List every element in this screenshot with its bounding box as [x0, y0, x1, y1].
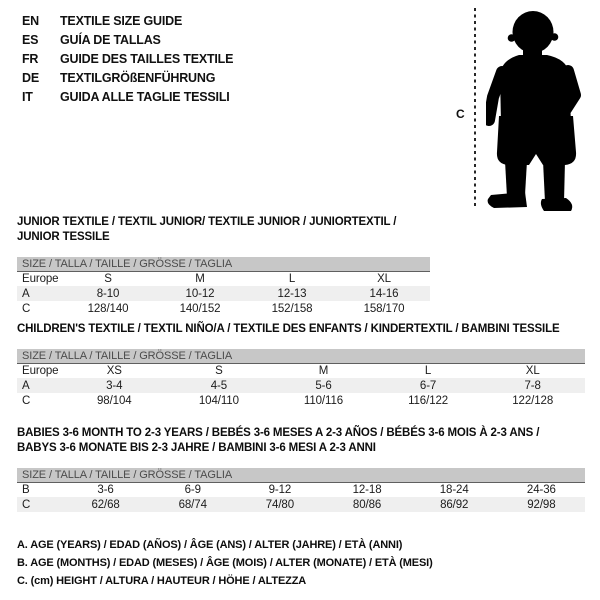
row-label-cell: A [22, 379, 30, 392]
table-title-line: BABYS 3-6 MONATE BIS 2-3 JAHRE / BAMBINI 3-6 MESI A 2-3 ANNI [17, 442, 376, 454]
row-label-cell: Europe [22, 272, 59, 285]
row-label-cell: C [22, 394, 31, 407]
size-value-cell: XL [377, 272, 391, 285]
table-title [17, 215, 430, 245]
language-title: GUÍA DE TALLAS [60, 33, 161, 47]
language-row [22, 12, 233, 31]
legend-note-line: C. (cm) HEIGHT / ALTURA / HAUTEUR / HÖHE / ALTEZZA [17, 575, 307, 587]
size-header-row [17, 257, 430, 271]
size-table [17, 257, 430, 316]
size-value-cell: L [424, 364, 432, 377]
size-header-row [17, 468, 585, 482]
language-row [22, 50, 233, 69]
size-value-cell: 140/152 [179, 302, 221, 315]
table-row [17, 378, 585, 393]
language-list [22, 12, 233, 107]
size-value-cell: 116/122 [408, 394, 449, 407]
table-title [17, 426, 585, 456]
size-value-cell: 3-4 [106, 379, 123, 392]
size-table [17, 349, 585, 408]
size-value-cell: 158/170 [363, 302, 405, 315]
size-value-cell: 86/92 [440, 498, 469, 511]
legend-notes [17, 536, 433, 590]
size-value-cell: 9-12 [268, 483, 292, 496]
size-value-cell: 24-36 [526, 483, 556, 496]
table-title-line: CHILDREN'S TEXTILE / TEXTIL NIÑO/A / TEXTILE DES ENFANTS / KINDERTEXTIL / BAMBINI TESSILE [17, 323, 560, 335]
size-table [17, 468, 585, 512]
language-title: TEXTILGRÖßENFÜHRUNG [60, 71, 216, 85]
table-row [17, 363, 585, 378]
size-value-cell: 122/128 [512, 394, 554, 407]
size-value-cell: 80/86 [352, 498, 382, 511]
table-row [17, 271, 430, 286]
size-value-cell: 110/116 [303, 394, 344, 407]
size-value-cell: 68/74 [178, 498, 207, 511]
language-row [22, 31, 233, 50]
language-code: EN [22, 14, 39, 28]
language-row [22, 69, 233, 88]
size-value-cell: 14-16 [369, 287, 399, 300]
language-code: FR [22, 52, 39, 66]
size-table-section [17, 215, 430, 316]
size-value-cell: S [215, 364, 223, 377]
size-value-cell: 128/140 [87, 302, 129, 315]
size-value-cell: 98/104 [97, 394, 132, 407]
row-label-cell: B [22, 483, 30, 496]
language-title: GUIDE DES TAILLES TEXTILE [60, 52, 234, 66]
row-label-cell: C [22, 302, 31, 315]
size-value-cell: 18-24 [439, 483, 469, 496]
size-value-cell: 6-7 [419, 379, 437, 392]
size-value-cell: 12-18 [352, 483, 382, 496]
language-title: TEXTILE SIZE GUIDE [60, 14, 183, 28]
table-title [17, 322, 585, 337]
table-row [17, 286, 430, 301]
legend-note-line: A. AGE (YEARS) / EDAD (AÑOS) / ÂGE (ANS) / ALTER (JAHRE) / ETÀ (ANNI) [17, 539, 403, 551]
legend-note-line: B. AGE (MONTHS) / EDAD (MESES) / ÂGE (MOIS) / ALTER (MONATE) / ETÀ (MESI) [17, 557, 433, 569]
size-header-bar: SIZE / TALLA / TAILLE / GRÖSSE / TAGLIA [17, 257, 430, 271]
size-value-cell: XS [106, 364, 122, 377]
size-value-cell: 12-13 [277, 287, 307, 300]
size-value-cell: 5-6 [315, 379, 332, 392]
size-value-cell: 7-8 [524, 379, 541, 392]
size-header-row [17, 349, 585, 363]
table-row [17, 497, 585, 512]
size-value-cell: L [288, 272, 296, 285]
language-title: GUIDA ALLE TAGLIE TESSILI [60, 90, 230, 104]
language-row [22, 88, 233, 107]
language-code: DE [22, 71, 39, 85]
size-value-cell: 3-6 [97, 483, 114, 496]
table-row [17, 482, 585, 497]
size-value-cell: 62/68 [91, 498, 120, 511]
table-title-line: JUNIOR TEXTILE / TEXTIL JUNIOR/ TEXTILE JUNIOR / JUNIORTEXTIL / JUNIOR TESSILE [17, 216, 397, 243]
language-code: IT [22, 90, 33, 104]
table-row [17, 301, 430, 316]
size-value-cell: 10-12 [185, 287, 215, 300]
height-measure-label: C [456, 107, 465, 121]
size-value-cell: S [104, 272, 112, 285]
size-value-cell: M [195, 272, 205, 285]
size-value-cell: 8-10 [96, 287, 120, 300]
size-value-cell: 74/80 [265, 498, 295, 511]
size-value-cell: 4-5 [210, 379, 228, 392]
baby-silhouette-icon [486, 8, 590, 212]
size-value-cell: 104/110 [198, 394, 239, 407]
table-row [17, 393, 585, 408]
height-measure-line [474, 8, 476, 208]
size-value-cell: M [318, 364, 329, 377]
size-header-bar: SIZE / TALLA / TAILLE / GRÖSSE / TAGLIA [17, 349, 585, 363]
row-label-cell: A [22, 287, 30, 300]
row-label-cell: Europe [22, 364, 59, 377]
size-value-cell: 92/98 [527, 498, 556, 511]
size-header-bar: SIZE / TALLA / TAILLE / GRÖSSE / TAGLIA [17, 468, 585, 482]
size-value-cell: 152/158 [271, 302, 313, 315]
language-code: ES [22, 33, 39, 47]
table-title-line: BABIES 3-6 MONTH TO 2-3 YEARS / BEBÉS 3-6 MESES A 2-3 AÑOS / BÉBÉS 3-6 MOIS À 2-3 ANS / [17, 427, 540, 439]
size-table-section [17, 426, 585, 512]
size-value-cell: XL [525, 364, 540, 377]
size-value-cell: 6-9 [184, 483, 201, 496]
size-table-section [17, 322, 585, 408]
row-label-cell: C [22, 498, 31, 511]
